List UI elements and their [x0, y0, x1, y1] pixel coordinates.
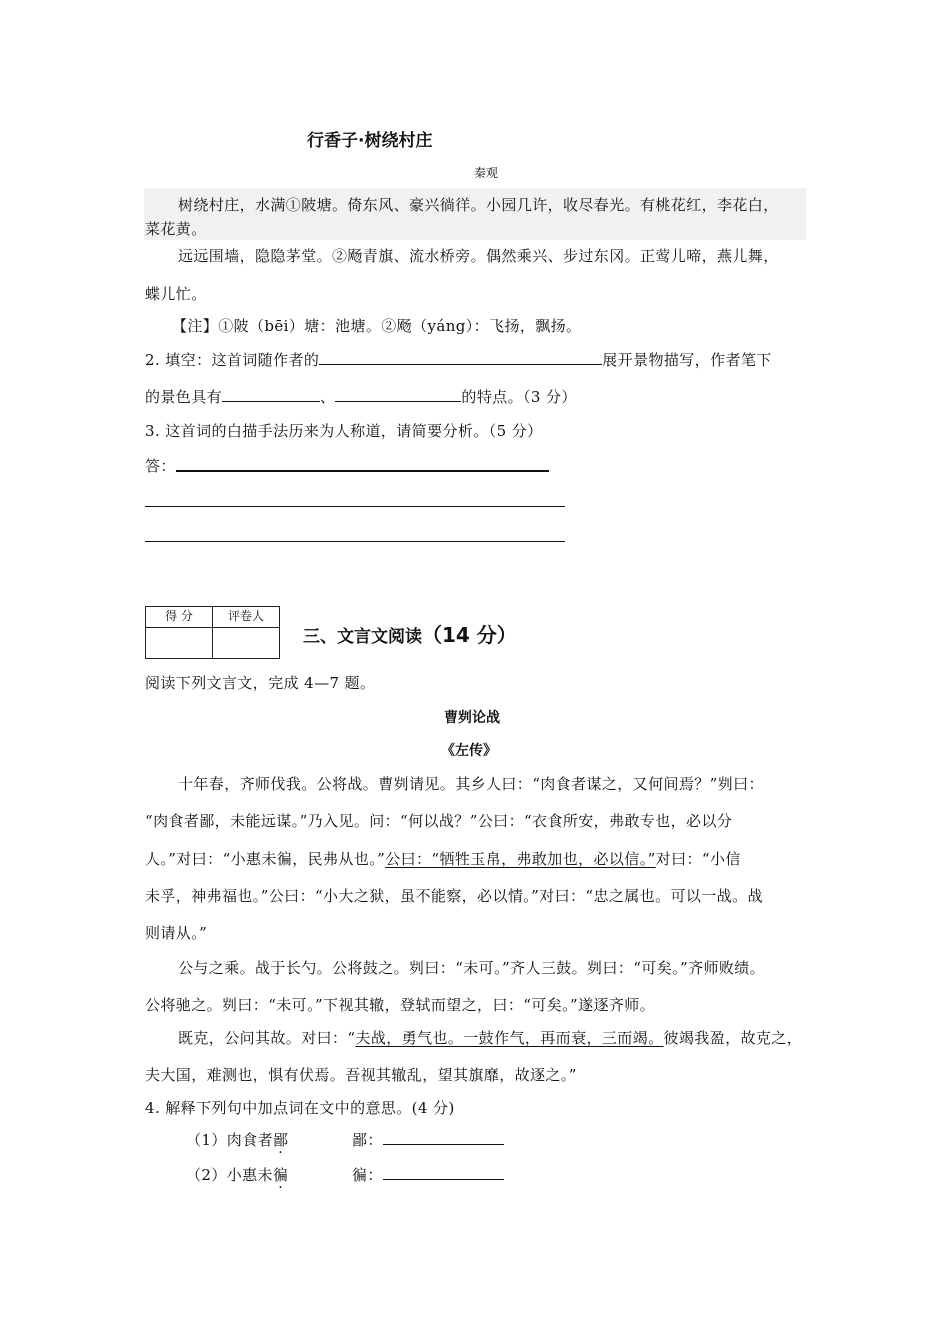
- passage-line: 公将驰之。刿曰：“未可。”下视其辙，登轼而望之，曰：“可矣。”遂逐齐师。: [145, 996, 656, 1014]
- answer-label: 答：: [145, 457, 176, 475]
- dotted-word: 徧: [272, 1166, 289, 1184]
- dotted-word: 鄙: [272, 1131, 289, 1149]
- answer-blank[interactable]: [383, 1165, 504, 1180]
- poem-note: 【注】①陂（bēi）塘：池塘。②飏（yáng）：飞扬，飘扬。: [172, 317, 582, 335]
- underlined-sentence: 公曰：“牺牲玉帛，弗敢加也，必以信。”: [385, 850, 656, 868]
- poem-line: 菜花黄。: [145, 220, 207, 238]
- question-4: 4. 解释下列句中加点词在文中的意思。(4 分): [145, 1099, 455, 1117]
- score-table: [145, 606, 280, 659]
- question-2-line2-prefix: 的景色具有: [145, 388, 223, 406]
- passage-text: 彼竭我盈，故克之，: [663, 1029, 803, 1047]
- poem-line: 树绕村庄，水满①陂塘。倚东风、豪兴徜徉。小园几许，收尽春光。有桃花红，李花白，: [178, 196, 779, 214]
- passage-line: 十年春，齐师伐我。公将战。曹刿请见。其乡人曰：“肉食者谋之，又何间焉？”刿曰：: [178, 775, 764, 793]
- answer-blank[interactable]: [319, 350, 602, 365]
- poem-line: 蝶儿忙。: [145, 285, 207, 303]
- q4-word-label: 徧：: [352, 1166, 383, 1184]
- question-2-suffix: 展开景物描写，作者笔下: [602, 351, 772, 369]
- section-heading: [303, 619, 517, 648]
- underlined-sentence: 夫战，勇气也。一鼓作气，再而衰，三而竭。: [355, 1029, 664, 1047]
- passage-line: 公与之乘。战于长勺。公将鼓之。刿曰：“未可。”齐人三鼓。刿曰：“可矣。”齐师败绩。: [178, 959, 766, 977]
- separator: 、: [320, 388, 336, 406]
- passage-line: 夫大国，难测也，惧有伏焉。吾视其辙乱，望其旗靡，故逐之。”: [145, 1066, 577, 1084]
- question-2-prefix: 2. 填空：这首词随作者的: [145, 351, 320, 369]
- q4-item-1-answer: [352, 1129, 504, 1150]
- q4-item-text: （2）小惠未: [186, 1166, 273, 1184]
- question-2-line2-suffix: 的特点。（3 分）: [461, 388, 577, 406]
- score-header: 得 分: [146, 607, 213, 628]
- score-cell[interactable]: [146, 628, 213, 659]
- grader-cell[interactable]: [213, 628, 280, 659]
- q4-item-text: （1）肉食者: [186, 1131, 273, 1149]
- passage-line: “肉食者鄙，未能远谋。”乃入见。问：“何以战？”公曰：“衣食所安，弗敢专也，必以分: [145, 812, 733, 830]
- question-2: [145, 349, 772, 370]
- q4-item-1: [186, 1129, 288, 1150]
- grader-header: 评卷人: [213, 607, 280, 628]
- answer-line[interactable]: [145, 506, 565, 507]
- passage-text: 既克，公问其故。对曰：“: [178, 1029, 356, 1047]
- passage-line: 未孚，神弗福也。”公曰：“小大之狱，虽不能察，必以情。”对曰：“忠之属也。可以一战。战: [145, 887, 763, 905]
- poem-author: 秦观: [474, 166, 499, 180]
- answer-line[interactable]: [176, 470, 549, 472]
- section-points: （14 分）: [422, 623, 517, 647]
- passage-source: 《左传》: [441, 743, 497, 759]
- poem-line: 远远围墙，隐隐茅堂。②飏青旗、流水桥旁。偶然乘兴、步过东冈。正莺儿啼，燕儿舞，: [178, 247, 779, 265]
- passage-line: [178, 1027, 802, 1048]
- q4-item-2-answer: [352, 1164, 504, 1185]
- passage-line: [145, 848, 741, 869]
- question-2-line2: [145, 386, 577, 407]
- q4-word-label: 鄙：: [352, 1131, 383, 1149]
- answer-blank[interactable]: [222, 387, 320, 402]
- passage-text: 人。”对曰：“小惠未徧，民弗从也。”: [145, 850, 386, 868]
- passage-text: 对曰：“小信: [655, 850, 741, 868]
- q4-item-2: [186, 1164, 288, 1185]
- answer-blank[interactable]: [383, 1130, 504, 1145]
- answer-blank[interactable]: [335, 387, 461, 402]
- poem-title: 行香子·树绕村庄: [307, 131, 433, 151]
- section-intro: 阅读下列文言文，完成 4—7 题。: [145, 674, 376, 692]
- question-3: 3. 这首词的白描手法历来为人称道，请简要分析。（5 分）: [145, 422, 543, 440]
- answer-line[interactable]: [145, 541, 565, 542]
- passage-title: 曹刿论战: [444, 710, 500, 726]
- section-heading-text: 三、文言文阅读: [303, 627, 422, 647]
- passage-line: 则请从。”: [145, 924, 208, 942]
